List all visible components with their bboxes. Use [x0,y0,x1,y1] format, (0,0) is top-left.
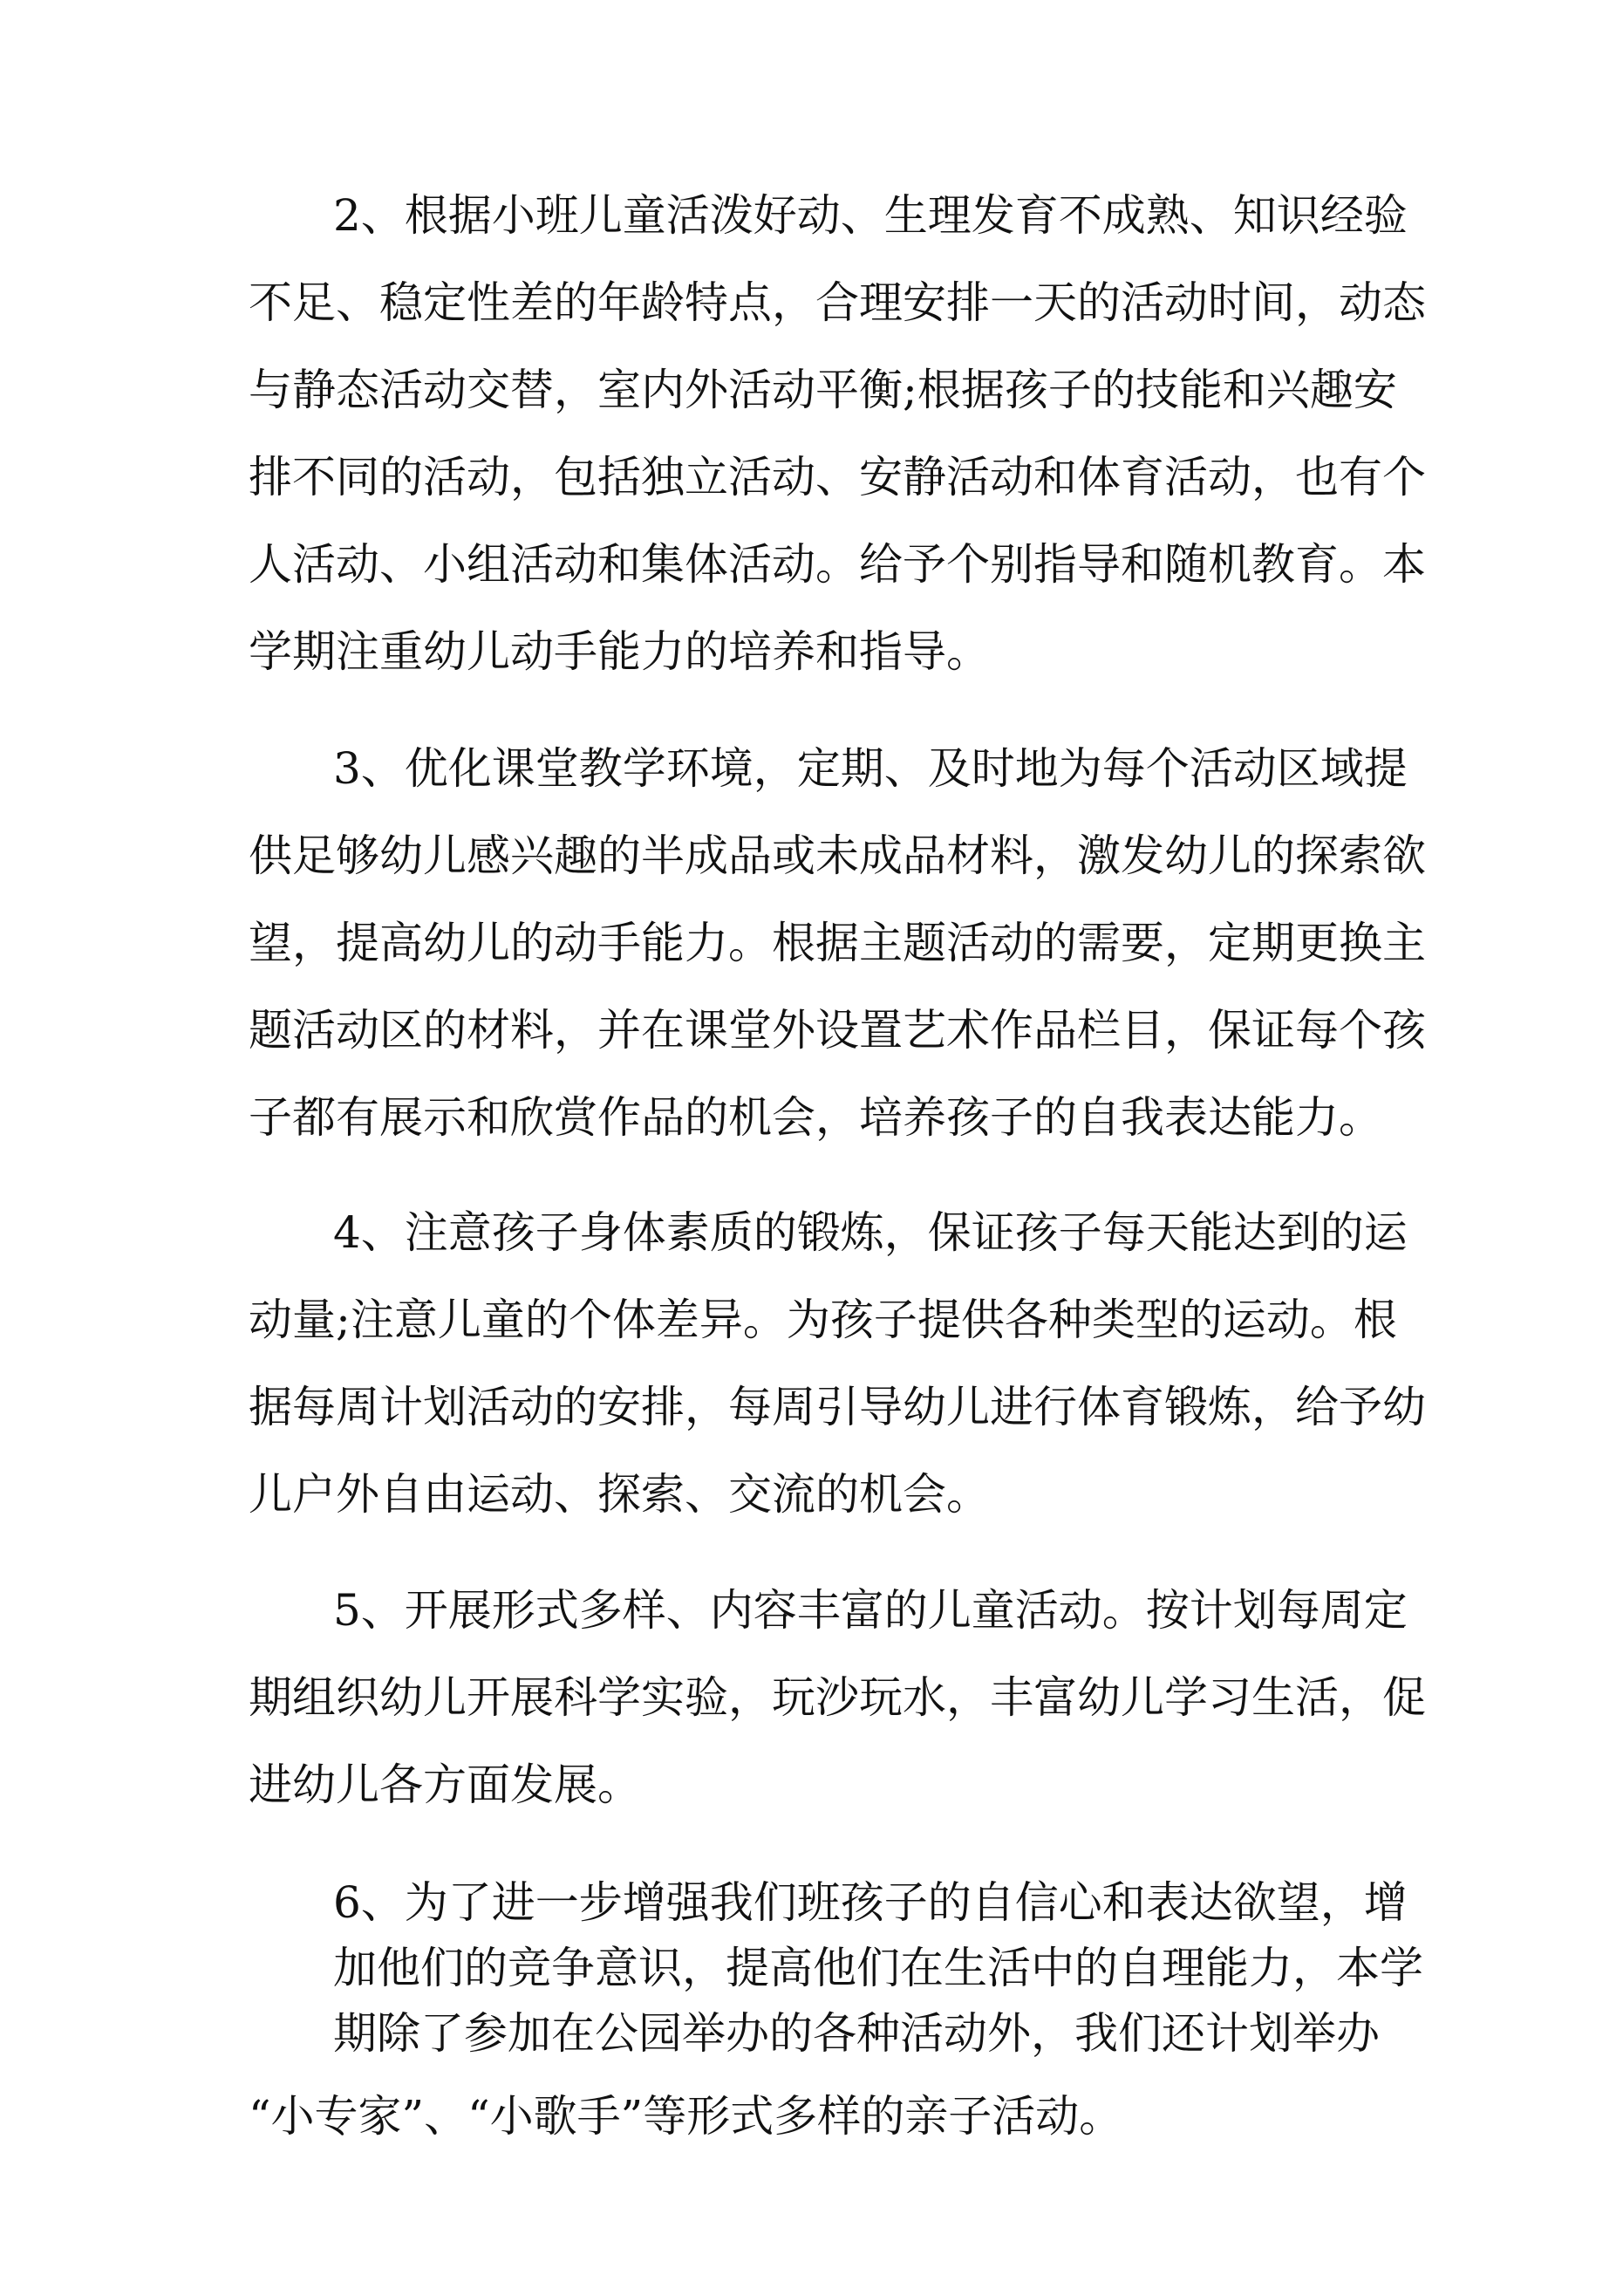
paragraph-2-line-6: 学期注重幼儿动手能力的培养和指导。 [249,626,990,677]
paragraph-3-line-5: 子都有展示和欣赏作品的机会，培养孩子的自我表达能力。 [249,1092,1382,1143]
paragraph-4-line-4: 儿户外自由运动、探索、交流的机会。 [249,1469,990,1520]
paragraph-4-line-1: 4、注意孩子身体素质的锻炼，保证孩子每天能达到的运 [333,1207,1408,1258]
paragraph-4-line-2: 动量;注意儿童的个体差异。为孩子提供各种类型的运动。根 [249,1295,1397,1345]
paragraph-2-line-5: 人活动、小组活动和集体活动。给予个别指导和随机教育。本 [249,539,1426,590]
paragraph-6-line-3: 期除了参加在公园举办的各种活动外，我们还计划举办 [333,2008,1380,2059]
paragraph-6-line-4: “小专家”、“小歌手”等形式多样的亲子活动。 [249,2091,1123,2142]
paragraph-2-line-2: 不足、稳定性差的年龄特点，合理安排一天的活动时间，动态 [249,277,1426,328]
paragraph-4-line-3: 据每周计划活动的安排，每周引导幼儿进行体育锻炼，给予幼 [249,1382,1426,1432]
paragraph-2-line-4: 排不同的活动，包括独立活动、安静活动和体育活动，也有个 [249,452,1426,502]
paragraph-3-line-1: 3、优化课堂教学环境，定期、及时地为每个活动区域提 [333,743,1408,794]
paragraph-5-line-2: 期组织幼儿开展科学实验，玩沙玩水，丰富幼儿学习生活，促 [249,1672,1426,1723]
paragraph-3-line-3: 望，提高幼儿的动手能力。根据主题活动的需要，定期更换主 [249,918,1426,968]
paragraph-3-line-4: 题活动区的材料，并在课堂外设置艺术作品栏目，保证每个孩 [249,1005,1426,1056]
paragraph-5-line-1: 5、开展形式多样、内容丰富的儿童活动。按计划每周定 [333,1585,1408,1636]
paragraph-6-line-1: 6、为了进一步增强我们班孩子的自信心和表达欲望，增 [333,1877,1408,1928]
paragraph-2-line-1: 2、根据小班儿童活泼好动、生理发育不成熟、知识经验 [333,190,1408,241]
paragraph-5-line-3: 进幼儿各方面发展。 [249,1760,641,1810]
paragraph-6-line-2: 加他们的竞争意识，提高他们在生活中的自理能力，本学 [333,1943,1423,1993]
paragraph-2-line-3: 与静态活动交替，室内外活动平衡;根据孩子的技能和兴趣安 [249,365,1397,415]
paragraph-3-line-2: 供足够幼儿感兴趣的半成品或未成品材料，激发幼儿的探索欲 [249,830,1426,881]
